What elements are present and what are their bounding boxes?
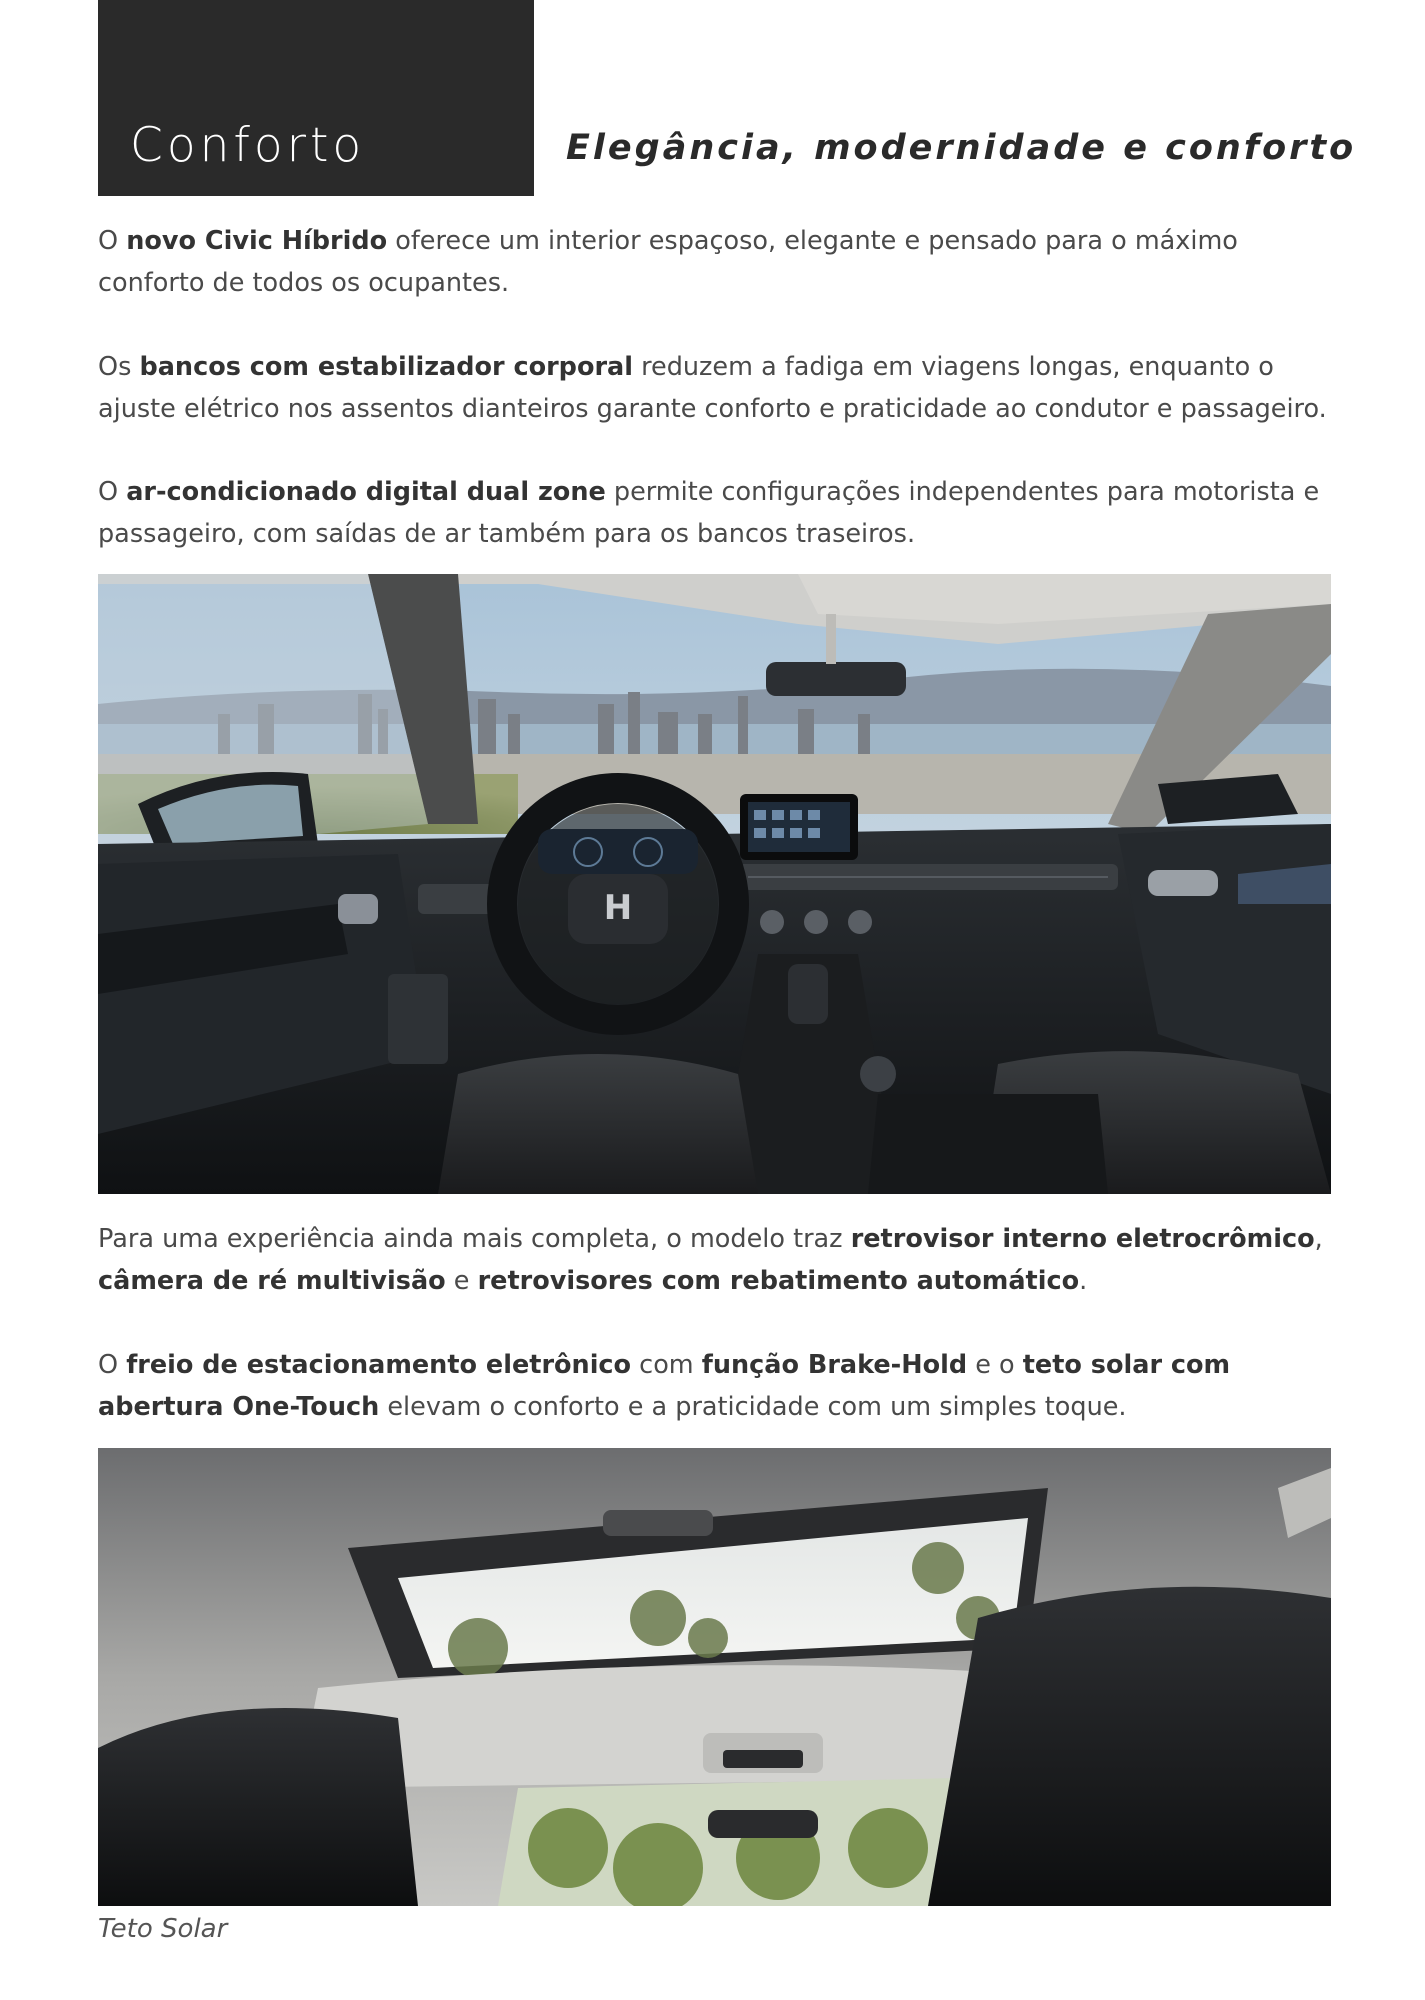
paragraph-text: permite configurações independentes para motorista e passageiro, com saídas de ar também para os bancos traseiros.: [98, 477, 1320, 549]
paragraph-emphasis: bancos com estabilizador corporal: [139, 352, 633, 382]
svg-text:H: H: [603, 888, 633, 928]
paragraph-text: com: [631, 1350, 702, 1380]
paragraph-text: e: [445, 1266, 478, 1296]
header-block: [98, 0, 534, 196]
paragraph-text: elevam o conforto e a praticidade com um simples toque.: [379, 1392, 1127, 1422]
paragraph-text: e o: [967, 1350, 1023, 1380]
paragraph-mirrors-camera: [98, 1218, 1333, 1302]
paragraph-emphasis: função Brake-Hold: [701, 1350, 968, 1380]
paragraph-text: O: [98, 1350, 127, 1380]
image-caption: Teto Solar: [98, 1914, 228, 1944]
paragraph-text: O: [98, 226, 127, 256]
dashboard-image: [98, 574, 1331, 1194]
paragraph-seats: [98, 346, 1333, 430]
sunroof-image: [98, 1448, 1331, 1906]
paragraph-text: oferece um interior espaçoso, elegante e pensado para o máximo conforto de todos os ocupantes.: [98, 226, 1238, 298]
paragraph-intro: [98, 220, 1333, 304]
page-title: Conforto: [130, 118, 366, 173]
page-subtitle: Elegância, modernidade e conforto: [566, 128, 1357, 168]
paragraph-text: .: [1079, 1266, 1088, 1296]
paragraph-text: Os: [98, 352, 140, 382]
paragraph-emphasis: câmera de ré multivisão: [98, 1266, 446, 1296]
paragraph-brake-sunroof: [98, 1344, 1333, 1428]
paragraph-text: ,: [1314, 1224, 1323, 1254]
car-sunroof-icon: [98, 1448, 1331, 1906]
paragraph-emphasis: retrovisor interno eletrocrômico: [850, 1224, 1315, 1254]
paragraph-emphasis: teto solar com abertura One-Touch: [98, 1350, 1231, 1422]
paragraph-text: reduzem a fadiga em viagens longas, enquanto o ajuste elétrico nos assentos dianteiros garante conforto e praticidade ao condutor e passageiro.: [98, 352, 1327, 424]
paragraph-text: Para uma experiência ainda mais completa, o modelo traz: [98, 1224, 851, 1254]
paragraph-emphasis: ar-condicionado digital dual zone: [126, 477, 606, 507]
paragraph-emphasis: novo Civic Híbrido: [126, 226, 388, 256]
paragraph-text: O: [98, 477, 127, 507]
paragraph-emphasis: freio de estacionamento eletrônico: [126, 1350, 632, 1380]
paragraph-air-conditioning: [98, 471, 1333, 555]
car-interior-dashboard-icon: [98, 574, 1331, 1194]
paragraph-emphasis: retrovisores com rebatimento automático: [477, 1266, 1080, 1296]
